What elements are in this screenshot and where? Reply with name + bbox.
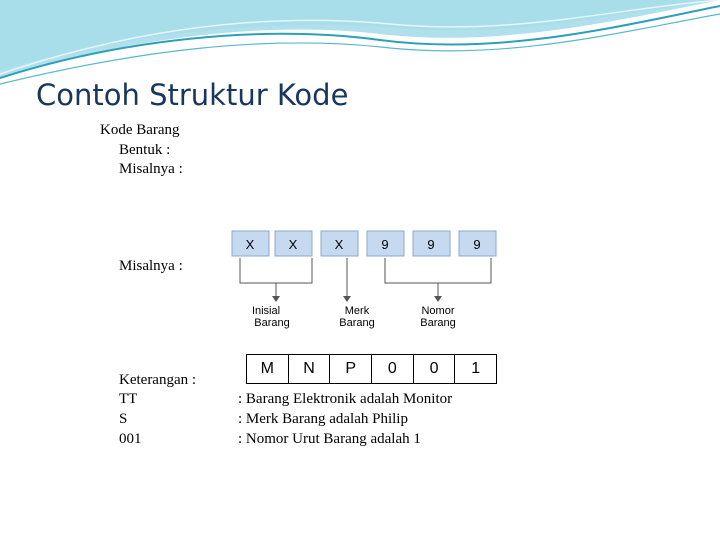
box-char-6: 9	[473, 237, 481, 252]
box-char-2: X	[288, 237, 298, 252]
box-char-3: X	[334, 237, 344, 252]
label-inisial-2: Barang	[254, 317, 290, 329]
label-inisial-1: Inisial	[251, 305, 281, 317]
ket-desc-3: : Nomor Urut Barang adalah 1	[238, 431, 421, 447]
code-cell: 0	[414, 355, 456, 383]
label-merk-2: Barang	[339, 317, 375, 329]
code-cell: P	[330, 355, 372, 383]
box-char-1: X	[245, 237, 255, 252]
example-code-row	[246, 354, 497, 384]
code-cell: M	[247, 355, 289, 383]
text-misalnya-2: Misalnya :	[119, 258, 183, 274]
ket-item-001: 001	[119, 431, 142, 447]
box-char-4: 9	[381, 237, 389, 252]
box-char-5: 9	[427, 237, 435, 252]
label-nomor-2: Barang	[420, 317, 456, 329]
ket-desc-2: : Merk Barang adalah Philip	[238, 411, 408, 427]
code-structure-diagram	[226, 228, 502, 332]
text-keterangan: Keterangan :	[119, 372, 197, 388]
text-misalnya-1: Misalnya :	[119, 161, 183, 177]
text-bentuk: Bentuk :	[119, 142, 171, 158]
ket-item-tt: TT	[119, 391, 138, 407]
decorative-wave-header	[0, 0, 720, 90]
text-kode-barang: Kode Barang	[100, 122, 180, 138]
code-cell: N	[289, 355, 331, 383]
label-nomor-1: Nomor	[421, 305, 455, 317]
code-cell: 0	[372, 355, 414, 383]
ket-desc-1: : Barang Elektronik adalah Monitor	[238, 391, 453, 407]
label-merk-1: Merk	[344, 305, 370, 317]
ket-item-s: S	[119, 411, 128, 427]
page-title: Contoh Struktur Kode	[36, 78, 349, 112]
code-cell: 1	[471, 360, 481, 377]
